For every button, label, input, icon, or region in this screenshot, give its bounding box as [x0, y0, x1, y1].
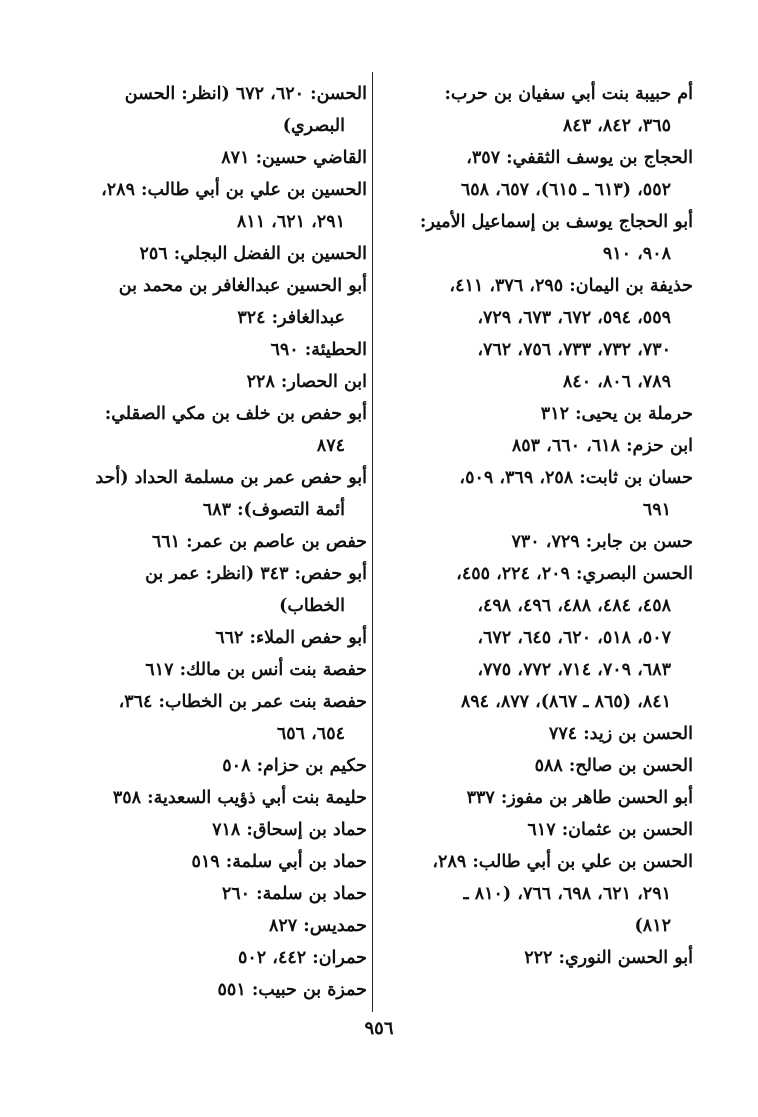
- index-column-left: [55, 78, 367, 1006]
- index-entry: [388, 206, 693, 270]
- index-entry-heading: حفص بن عاصم بن عمر: ٦٦١: [151, 532, 367, 552]
- index-entry: [55, 750, 367, 782]
- index-entry: [388, 782, 693, 814]
- index-entry-heading: حفصة بنت عمر بن الخطاب: ٣٦٤،: [118, 692, 367, 712]
- index-entry-heading: حفصة بنت أنس بن مالك: ٦١٧: [145, 660, 367, 680]
- index-entry-heading: ابن حزم: ٦١٨، ٦٦٠، ٨٥٣: [511, 436, 693, 456]
- index-entry: [55, 846, 367, 878]
- index-entry: [55, 878, 367, 910]
- index-entry-heading: الحجاج بن يوسف الثقفي: ٣٥٧،: [466, 148, 693, 168]
- index-entry-heading: حماد بن سلمة: ٢٦٠: [221, 884, 367, 904]
- index-entry: [388, 142, 693, 206]
- index-entry-continuation: ٢٩١، ٦٢١، ٦٩٨، ٧٦٦، (٨١٠ ـ: [463, 884, 671, 904]
- index-entry: [55, 398, 367, 462]
- index-entry-heading: الحطيئة: ٦٩٠: [270, 340, 367, 360]
- index-entry-continuation: أئمة التصوف): ٦٨٣: [202, 500, 345, 520]
- index-entry: [388, 462, 693, 526]
- index-entry-continuation: ٥٥٢، (٦١٣ ـ ٦١٥)، ٦٥٧، ٦٥٨: [460, 180, 671, 200]
- index-entry: [388, 814, 693, 846]
- index-entry: [55, 910, 367, 942]
- index-entry-heading: أم حبيبة بنت أبي سفيان بن حرب:: [444, 84, 693, 104]
- index-entry-heading: أبو حفص بن خلف بن مكي الصقلي:: [104, 404, 367, 424]
- index-entry: [55, 462, 367, 526]
- index-entry-heading: حماد بن أبي سلمة: ٥١٩: [191, 852, 367, 872]
- index-entry-heading: أبو حفص عمر بن مسلمة الحداد (أحد: [95, 468, 367, 488]
- index-entry-continuation: ٧٨٩، ٨٠٦، ٨٤٠: [562, 372, 671, 392]
- index-entry-heading: حسان بن ثابت: ٢٥٨، ٣٦٩، ٥٠٩،: [459, 468, 693, 488]
- index-entry-heading: القاضي حسين: ٨٧١: [221, 148, 367, 168]
- index-entry: [388, 750, 693, 782]
- index-entry: [388, 558, 693, 718]
- index-entry-heading: حكيم بن حزام: ٥٠٨: [222, 756, 367, 776]
- index-entry-heading: الحسن بن صالح: ٥٨٨: [534, 756, 693, 776]
- index-entry-continuation: ٨٤١، (٨٦٥ ـ ٨٦٧)، ٨٧٧، ٨٩٤: [460, 692, 671, 712]
- index-entry-heading: الحسن بن علي بن أبي طالب: ٢٨٩،: [432, 852, 693, 872]
- index-entry: [55, 174, 367, 238]
- index-entry-heading: حسن بن جابر: ٧٢٩، ٧٣٠: [511, 532, 693, 552]
- index-entry: [55, 942, 367, 974]
- index-entry: [388, 718, 693, 750]
- index-entry-continuation: ٥٥٩، ٥٩٤، ٦٧٢، ٦٧٣، ٧٢٩،: [477, 308, 671, 328]
- index-entry: [55, 238, 367, 270]
- index-entry: [55, 526, 367, 558]
- index-entry: [55, 654, 367, 686]
- index-entry-heading: الحسن بن زيد: ٧٧٤: [548, 724, 693, 744]
- index-entry-heading: الحسن بن عثمان: ٦١٧: [527, 820, 693, 840]
- index-column-right: [388, 78, 693, 974]
- index-entry: [55, 270, 367, 334]
- index-entry-continuation: ٤٥٨، ٤٨٤، ٤٨٨، ٤٩٦، ٤٩٨،: [477, 596, 671, 616]
- index-entry: [388, 430, 693, 462]
- index-entry-continuation: ٩٠٨، ٩١٠: [602, 244, 671, 264]
- index-entry-continuation: ٨١٢): [634, 916, 671, 936]
- index-entry-heading: حليمة بنت أبي ذؤيب السعدية: ٣٥٨: [112, 788, 367, 808]
- index-entry-heading: الحسين بن علي بن أبي طالب: ٢٨٩،: [101, 180, 367, 200]
- index-entry: [388, 398, 693, 430]
- index-entry-continuation: ٥٠٧، ٥١٨، ٦٢٠، ٦٤٥، ٦٧٢،: [477, 628, 671, 648]
- index-entry-continuation: ٦٩١: [642, 500, 671, 520]
- index-entry-heading: أبو الحسن النوري: ٢٢٢: [524, 948, 693, 968]
- index-entry: [55, 814, 367, 846]
- index-entry-continuation: ٨٧٤: [316, 436, 345, 456]
- index-entry-heading: حذيفة بن اليمان: ٢٩٥، ٣٧٦، ٤١١،: [449, 276, 693, 296]
- index-entry-continuation: ٦٥٤، ٦٥٦: [276, 724, 345, 744]
- index-entry: [55, 366, 367, 398]
- index-entry: [388, 846, 693, 942]
- index-entry-heading: حرملة بن يحيى: ٣١٢: [540, 404, 693, 424]
- column-divider: [372, 72, 373, 1012]
- index-entry-continuation: عبدالغافر: ٣٢٤: [237, 308, 345, 328]
- index-entry-heading: حمديس: ٨٢٧: [268, 916, 367, 936]
- index-entry: [55, 78, 367, 142]
- index-entry-heading: حماد بن إسحاق: ٧١٨: [212, 820, 367, 840]
- index-entry-heading: حمزة بن حبيب: ٥٥١: [217, 980, 367, 1000]
- index-entry: [55, 686, 367, 750]
- index-entry-heading: أبو حفص: ٣٤٣ (انظر: عمر بن: [145, 564, 367, 584]
- index-entry: [388, 78, 693, 142]
- index-entry-continuation: ٦٨٣، ٧٠٩، ٧١٤، ٧٧٢، ٧٧٥،: [477, 660, 671, 680]
- index-entry: [388, 942, 693, 974]
- index-entry-continuation: ٢٩١، ٦٢١، ٨١١: [236, 212, 345, 232]
- index-entry-heading: ابن الحصار: ٢٢٨: [246, 372, 367, 392]
- index-entry-heading: أبو الحجاج يوسف بن إسماعيل الأمير:: [419, 212, 693, 232]
- index-entry-heading: أبو حفص الملاء: ٦٦٢: [215, 628, 367, 648]
- index-entry-heading: الحسن البصري: ٢٠٩، ٢٢٤، ٤٥٥،: [456, 564, 693, 584]
- index-entry-continuation: ٣٦٥، ٨٤٢، ٨٤٣: [562, 116, 671, 136]
- index-entry-heading: أبو الحسين عبدالغافر بن محمد بن: [118, 276, 367, 296]
- index-entry: [55, 622, 367, 654]
- index-entry: [55, 974, 367, 1006]
- index-entry: [388, 526, 693, 558]
- index-entry-continuation: ٧٣٠، ٧٣٢، ٧٣٣، ٧٥٦، ٧٦٢،: [477, 340, 671, 360]
- index-entry-heading: حمران: ٤٤٢، ٥٠٢: [237, 948, 367, 968]
- index-entry: [55, 334, 367, 366]
- index-entry-heading: أبو الحسن طاهر بن مفوز: ٣٣٧: [466, 788, 693, 808]
- index-entry-heading: الحسن: ٦٢٠، ٦٧٢ (انظر: الحسن: [124, 84, 367, 104]
- index-entry-continuation: الخطاب): [279, 596, 345, 616]
- index-entry: [55, 782, 367, 814]
- index-entry: [388, 270, 693, 398]
- index-entry: [55, 142, 367, 174]
- page-number: ٩٥٦: [364, 1018, 394, 1039]
- index-entry: [55, 558, 367, 622]
- index-entry-continuation: البصري): [282, 116, 345, 136]
- index-entry-heading: الحسين بن الفضل البجلي: ٢٥٦: [139, 244, 367, 264]
